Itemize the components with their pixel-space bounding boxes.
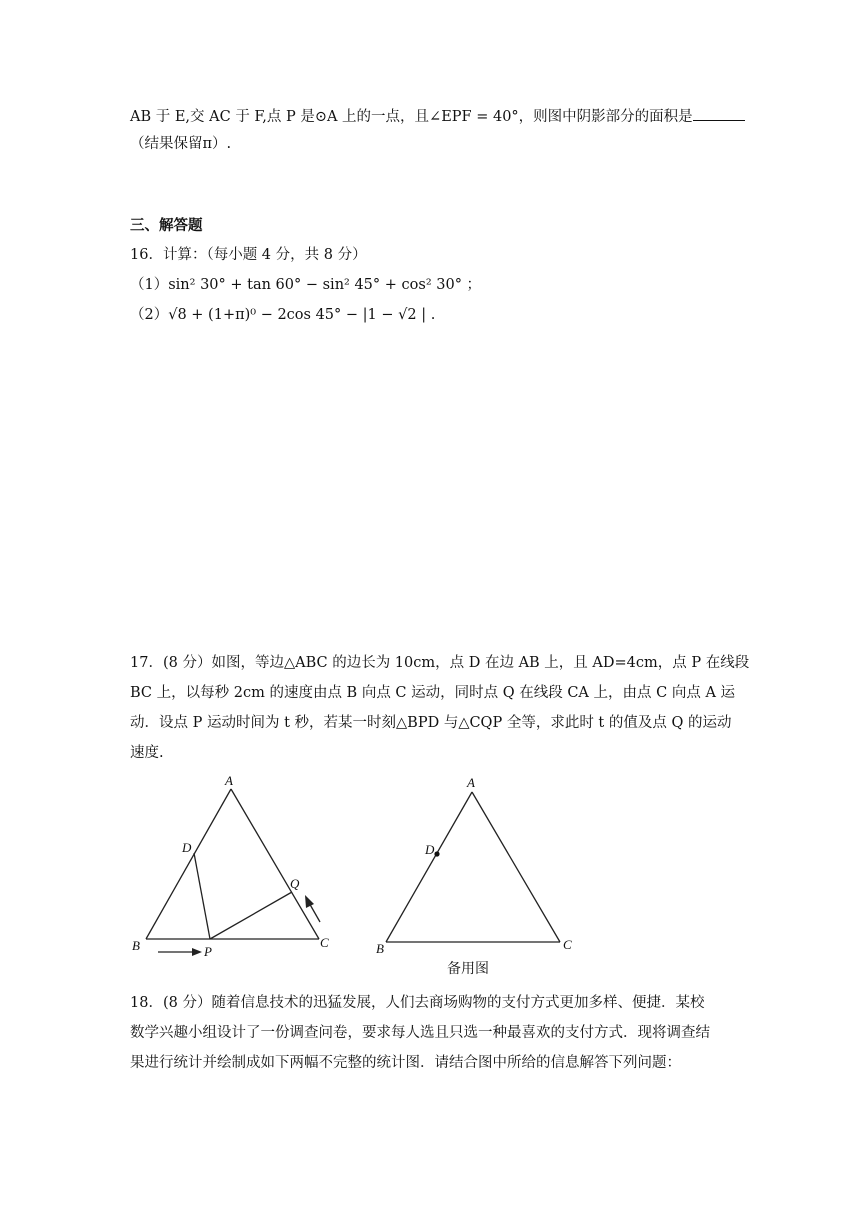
arrow-p-head	[192, 948, 202, 956]
label-c: C	[320, 935, 329, 950]
q16-part-1: （1）sin² 30° + tan 60° − sin² 45° + cos² 30° ；	[130, 277, 482, 293]
q17-line-2: BC 上，以每秒 2cm 的速度由点 B 向点 C 运动，同时点 Q 在线段 CA 上，由点 C 向点 A 运	[130, 685, 736, 701]
side-ab	[146, 789, 231, 939]
label-b: B	[132, 938, 140, 953]
q15-line-2: （结果保留π）.	[130, 136, 232, 152]
label-d: D	[182, 840, 192, 855]
backup-label-b: B	[376, 941, 384, 956]
label-p: P	[204, 944, 212, 959]
q17-line-4: 速度.	[130, 745, 164, 761]
q15-line-1	[130, 106, 745, 127]
label-q: Q	[290, 876, 300, 891]
backup-label-d: D	[425, 842, 435, 857]
arrow-q-head	[305, 895, 314, 908]
point-d-dot	[434, 851, 439, 856]
q17-line-3: 动．设点 P 运动时间为 t 秒，若某一时刻△BPD 与△CQP 全等，求此时 t 的值及点 Q 的运动	[130, 715, 732, 731]
q17-line-1: 17．(8 分）如图，等边△ABC 的边长为 10cm，点 D 在边 AB 上，且 AD=4cm，点 P 在线段	[130, 655, 750, 671]
backup-side-ac	[472, 792, 560, 942]
segment-pq	[210, 892, 292, 939]
backup-label-c: C	[563, 937, 572, 952]
side-ac	[231, 789, 319, 939]
segment-dp	[194, 853, 210, 939]
answer-blank	[693, 106, 745, 121]
q16-header: 16．计算：（每小题 4 分，共 8 分）	[130, 247, 367, 263]
figure-triangle-backup	[370, 770, 590, 960]
backup-label-a: A	[467, 775, 475, 790]
figure-triangle-main	[120, 770, 350, 970]
q18-line-2: 数学兴趣小组设计了一份调查问卷，要求每人选且只选一种最喜欢的支付方式．现将调查结	[130, 1025, 710, 1041]
label-a: A	[225, 773, 233, 788]
q15-line-1-text: AB 于 E,交 AC 于 F,点 P 是⊙A 上的一点，且∠EPF = 40°，则图中阴影部分的面积是	[130, 109, 693, 125]
backup-figure-caption: 备用图	[447, 961, 489, 977]
q18-line-1: 18．(8 分）随着信息技术的迅猛发展，人们去商场购物的支付方式更加多样、便捷．某校	[130, 995, 705, 1011]
q16-part-2: （2）√8 + (1+π)⁰ − 2cos 45° − |1 − √2 | .	[130, 307, 436, 323]
backup-side-ab	[386, 792, 472, 942]
q18-line-3: 果进行统计并绘制成如下两幅不完整的统计图．请结合图中所给的信息解答下列问题：	[130, 1055, 681, 1071]
section-title: 三、解答题	[130, 218, 203, 234]
